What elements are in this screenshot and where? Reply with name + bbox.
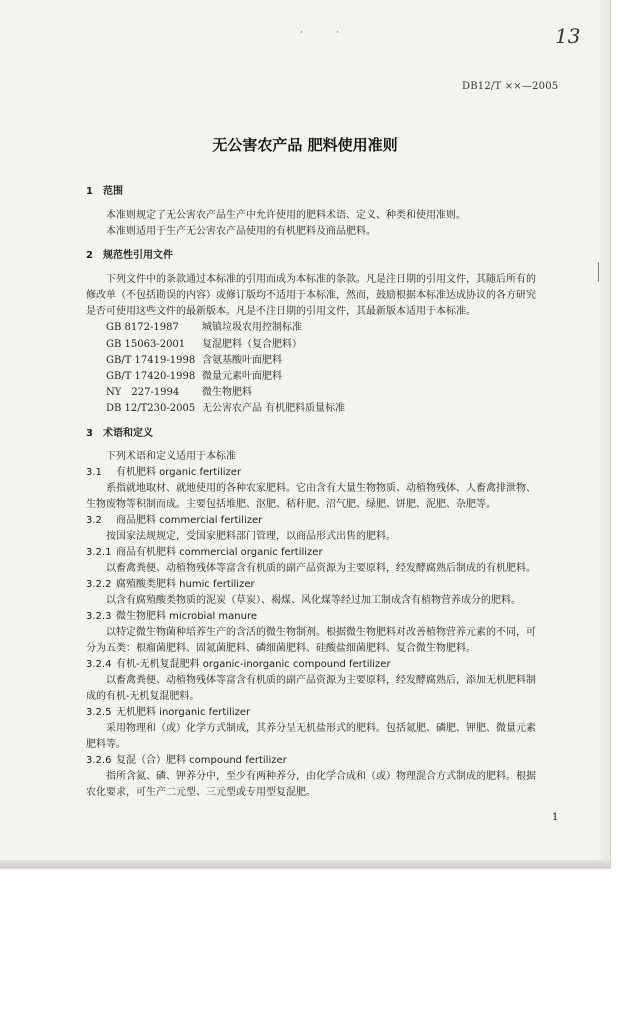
reference-item	[106, 354, 282, 368]
term-name: 无机肥料 inorganic fertilizer	[116, 707, 251, 718]
term-definition: 分为五类：根瘤菌肥料、固氮菌肥料、磷细菌肥料、硅酸盐细菌肥料、复合微生物肥料。	[86, 643, 476, 654]
section-heading: 2 规范性引用文件	[86, 250, 173, 261]
reference-title: 微生物肥料	[202, 387, 252, 398]
term-heading	[86, 610, 257, 624]
term-definition: 以含有腐殖酸类物质的泥炭（草炭）、褐煤、风化煤等经过加工制成含有植物营养成分的肥料。	[106, 595, 521, 606]
paragraph: 本准则规定了无公害农产品生产中允许使用的肥料术语、定义、种类和使用准则。	[106, 210, 466, 221]
reference-item	[106, 402, 345, 416]
reference-item	[106, 370, 282, 384]
reference-item	[106, 321, 302, 335]
handwritten-page-mark: 13	[555, 24, 581, 48]
reference-code: GB 8172-1987	[106, 322, 179, 333]
term-definition: 系指就地取材、就地使用的各种农家肥料。它由含有大量生物物质、动植物残体、人畜禽排泄物、	[106, 483, 536, 494]
term-number: 3.2.2	[86, 579, 112, 590]
term-name: 商品肥料 commercial fertilizer	[116, 515, 263, 526]
reference-code: GB 15063-2001	[106, 339, 186, 350]
term-name: 有机肥料 organic fertilizer	[116, 467, 242, 478]
term-definition: 以特定微生物菌种培养生产的含活的微生物制剂。根据微生物肥料对改善植物营养元素的不同，可	[106, 627, 536, 638]
term-name: 微生物肥料 microbial manure	[116, 611, 258, 622]
term-name: 有机-无机复混肥料 organic-inorganic compound fertilizer	[116, 659, 391, 670]
term-definition: 以畜禽粪便、动植物残体等富含有机质的副产品资源为主要原料，经发酵腐熟后制成的有机肥料。	[106, 563, 536, 574]
reference-title: 无公害农产品 有机肥料质量标准	[202, 403, 346, 414]
reference-title: 微量元素叶面肥料	[202, 371, 282, 382]
term-number: 3.2.6	[86, 755, 112, 766]
term-number: 3.2.1	[86, 547, 112, 558]
paragraph: 下列术语和定义适用于本标准	[106, 451, 236, 462]
term-number: 3.2	[86, 515, 102, 526]
term-definition: 采用物理和（或）化学方式制成，其养分呈无机盐形式的肥料。包括氮肥、磷肥、钾肥、微量元素	[106, 723, 536, 734]
reference-code: DB 12/T230-2005	[106, 403, 196, 414]
term-definition: 按国家法规规定，受国家肥料部门管理，以商品形式出售的肥料。	[106, 531, 396, 542]
term-heading	[86, 658, 391, 672]
reference-title: 城镇垃圾农用控制标准	[202, 322, 302, 333]
document-title: 无公害农产品 肥料使用准则	[212, 136, 398, 154]
term-number: 3.2.4	[86, 659, 112, 670]
term-heading	[86, 546, 323, 560]
term-name: 腐殖酸类肥料 humic fertilizer	[116, 579, 255, 590]
term-definition: 成的有机-无机复混肥料。	[86, 691, 200, 702]
margin-mark	[598, 262, 599, 282]
term-definition: 肥料等。	[86, 739, 126, 750]
reference-item	[106, 386, 252, 400]
scan-speck: ·	[336, 28, 339, 38]
reference-code: NY 227-1994	[106, 387, 180, 398]
term-name: 复混（合）肥料 compound fertilizer	[116, 755, 287, 766]
page-number: 1	[552, 812, 559, 823]
standard-code: DB12/T ××—2005	[462, 81, 559, 92]
term-heading	[86, 466, 241, 480]
term-definition: 指所含氮、磷、钾养分中，至少有两种养分，由化学合成和（或）物理混合方式制成的肥料。根据	[106, 771, 536, 782]
scan-speck: ·	[300, 28, 303, 38]
reference-code: GB/T 17419-1998	[106, 355, 196, 366]
term-heading	[86, 578, 255, 592]
reference-title: 复混肥料（复合肥料）	[202, 339, 302, 350]
term-number: 3.2.5	[86, 707, 112, 718]
page-bottom-edge	[0, 860, 610, 868]
reference-title: 含氨基酸叶面肥料	[202, 355, 282, 366]
term-definition: 以畜禽粪便、动植物残体等富含有机质的副产品资源为主要原料，经发酵腐熟后，添加无机肥料制	[106, 675, 536, 686]
section-heading: 3 术语和定义	[86, 428, 153, 439]
term-definition: 生物废物等积制而成。主要包括堆肥、沤肥、秸秆肥、沼气肥、绿肥、饼肥、泥肥、杂肥等。	[86, 499, 496, 510]
term-heading	[86, 754, 287, 768]
term-heading	[86, 706, 250, 720]
term-number: 3.2.3	[86, 611, 112, 622]
page-edge	[598, 0, 610, 868]
reference-code: GB/T 17420-1998	[106, 371, 196, 382]
paragraph-line: 是否可使用这些文件的最新版本。凡是不注日期的引用文件，其最新版本适用于本标准。	[86, 306, 476, 317]
term-heading	[86, 514, 262, 528]
reference-item	[106, 338, 302, 352]
section-heading: 1 范围	[86, 186, 123, 197]
paragraph-line: 修改单（不包括勘误的内容）或修订版均不适用于本标准，然而，鼓励根据本标准达成协议的各方研究	[86, 290, 536, 301]
term-definition: 农化要求，可生产二元型、三元型或专用型复混肥。	[86, 787, 316, 798]
paragraph-line: 下列文件中的条款通过本标准的引用而成为本标准的条款。凡是注日期的引用文件，其随后所有的	[106, 274, 536, 285]
term-name: 商品有机肥料 commercial organic fertilizer	[116, 547, 323, 558]
paragraph: 本准则适用于生产无公害农产品使用的有机肥料及商品肥料。	[106, 226, 376, 237]
term-number: 3.1	[86, 467, 102, 478]
